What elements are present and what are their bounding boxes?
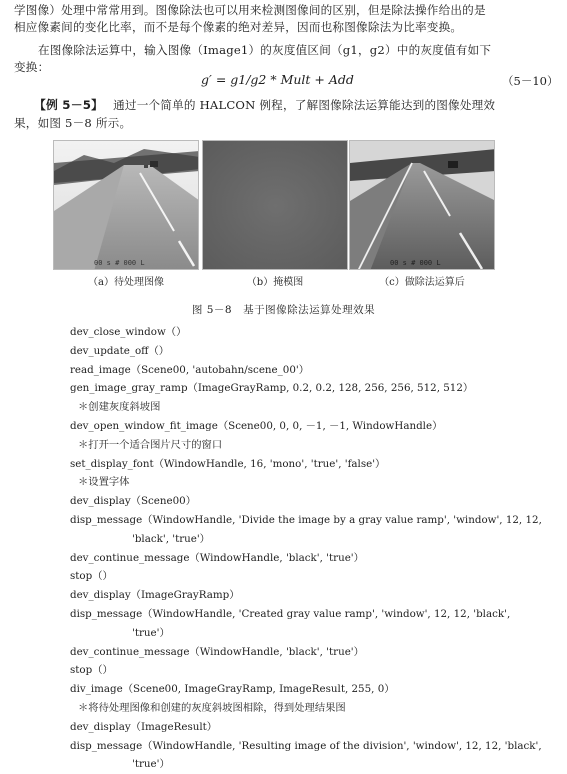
- panel-a-caption: （a）待处理图像: [88, 277, 164, 288]
- overlay-text-a: 00 s # 000 L: [94, 259, 145, 267]
- code-comment-line: ＊创建灰度斜坡图: [78, 401, 161, 414]
- code-listing: [70, 323, 550, 774]
- code-line: 'true'）: [132, 626, 170, 639]
- intro-line-4: 变换：: [14, 60, 50, 74]
- code-line: stop（）: [70, 570, 113, 583]
- code-line: set_display_font（WindowHandle, 16, 'mono', 'true', 'false'）: [70, 457, 386, 470]
- code-line: dev_update_off（）: [70, 344, 170, 357]
- code-line: dev_display（ImageGrayRamp）: [70, 589, 240, 602]
- division-result-image: [349, 140, 495, 270]
- example-line-2: 果，如图 5－8 所示。: [14, 116, 132, 130]
- code-comment-line: ＊打开一个适合图片尺寸的窗口: [78, 438, 223, 451]
- figure-5-8: [53, 140, 513, 288]
- equation: [0, 71, 567, 89]
- code-line: dev_display（Scene00）: [70, 495, 196, 508]
- code-line: div_image（Scene00, ImageGrayRamp, ImageResult, 255, 0）: [70, 683, 395, 696]
- code-line: 'black', 'true'）: [132, 532, 210, 545]
- code-line: disp_message（WindowHandle, 'Divide the image by a gray value ramp', 'window', 12, 12,: [70, 513, 542, 526]
- example-label: 【例 5－5】: [34, 98, 104, 112]
- code-comment-line: ＊设置字体: [78, 476, 130, 489]
- code-line: stop（）: [70, 664, 113, 677]
- road-scene-image: [53, 140, 199, 270]
- example-line-1: [34, 97, 559, 113]
- code-line: dev_display（ImageResult）: [70, 720, 218, 733]
- code-line: disp_message（WindowHandle, 'Resulting image of the division', 'window', 12, 12, 'black',: [70, 739, 542, 752]
- code-comment-line: ＊将待处理图像和创建的灰度斜坡图相除，得到处理结果图: [78, 701, 346, 714]
- code-line: disp_message（WindowHandle, 'Created gray value ramp', 'window', 12, 12, 'black',: [70, 607, 511, 620]
- example-text-1: 通过一个简单的 HALCON 例程，了解图像除法运算能达到的图像处理效: [113, 98, 496, 112]
- equation-formula: g′ = g1/g2 * Mult + Add: [201, 72, 354, 87]
- code-line: 'true'）: [132, 758, 170, 771]
- figure-caption: 图 5－8 基于图像除法运算处理效果: [191, 304, 376, 316]
- code-line: dev_continue_message（WindowHandle, 'black', 'true'）: [70, 645, 364, 658]
- code-line: dev_continue_message（WindowHandle, 'black', 'true'）: [70, 551, 364, 564]
- panel-c-caption: （c）做除法运算后: [379, 277, 465, 288]
- figure-panel-b: [202, 140, 348, 288]
- code-line: gen_image_gray_ramp（ImageGrayRamp, 0.2, 0.2, 128, 256, 256, 512, 512）: [70, 382, 474, 395]
- code-line: dev_open_window_fit_image（Scene00, 0, 0, －1, －1, WindowHandle）: [70, 419, 443, 432]
- panel-b-caption: （b）掩模图: [246, 277, 304, 288]
- code-line: read_image（Scene00, 'autobahn/scene_00'）: [70, 363, 310, 376]
- intro-line-2: 相应像素间的变化比率，而不是每个像素的绝对差异，因而也称图像除法为比率变换。: [14, 20, 463, 34]
- figure-panel-a: [53, 140, 199, 288]
- gray-ramp-image: [202, 140, 348, 270]
- intro-line-3: 在图像除法运算中，输入图像（Image1）的灰度值区间（g1，g2）中的灰度值有如下: [38, 43, 492, 57]
- figure-panel-c: [349, 140, 495, 288]
- code-line: dev_close_window（）: [70, 326, 187, 338]
- equation-number: （5－10）: [502, 74, 559, 88]
- intro-line-1: 学图像）处理中常常用到。图像除法也可以用来检测图像间的区别，但是除法操作给出的是: [14, 3, 486, 17]
- overlay-text-c: 00 s # 000 L: [390, 259, 441, 267]
